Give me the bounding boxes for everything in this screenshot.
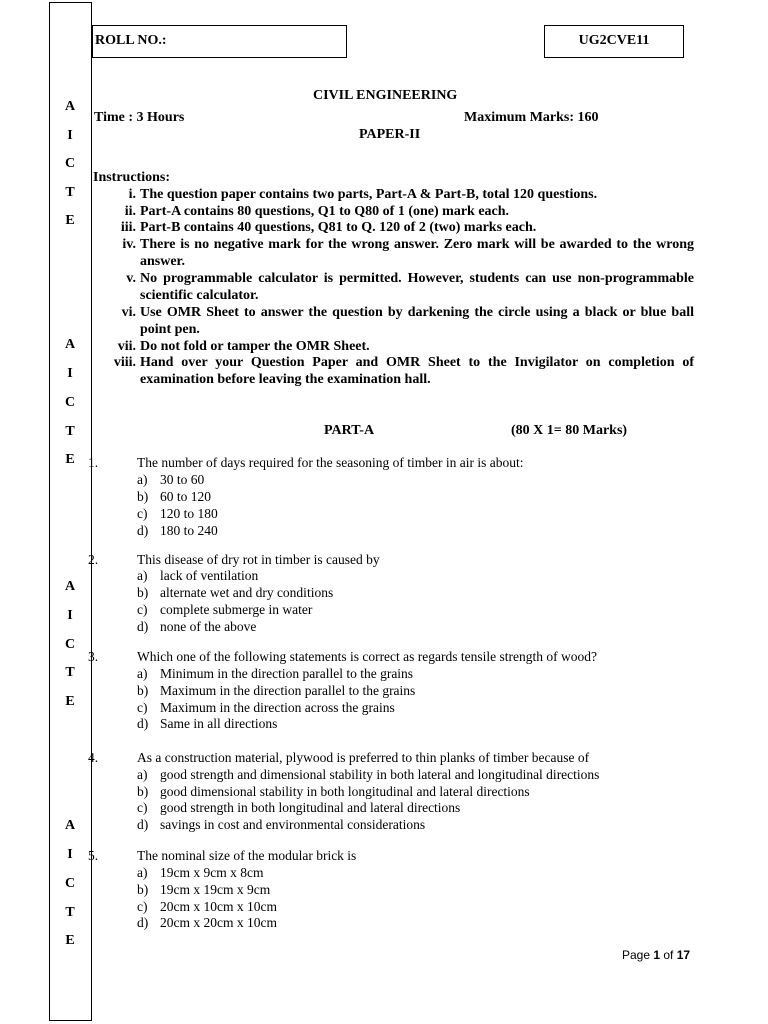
option-text: good strength in both longitudinal and lateral directions — [160, 800, 461, 815]
answer-option — [137, 882, 270, 899]
answer-option — [137, 767, 599, 784]
option-letter: a) — [137, 666, 148, 681]
instruction-text: Do not fold or tamper the OMR Sheet. — [140, 339, 370, 354]
roll-number-box — [92, 25, 347, 58]
option-text: good strength and dimensional stability in both lateral and longitudinal directions — [160, 767, 600, 782]
instruction-item — [92, 339, 694, 356]
question-text: As a construction material, plywood is preferred to thin planks of timber because of — [137, 750, 590, 765]
option-letter: d) — [137, 619, 149, 634]
option-text: Maximum in the direction parallel to the grains — [160, 683, 416, 698]
option-letter: a) — [137, 472, 148, 487]
option-text: none of the above — [160, 619, 257, 634]
answer-option — [137, 683, 415, 700]
answer-option — [137, 784, 530, 801]
maximum-marks: Maximum Marks: 160 — [464, 110, 599, 125]
question-text: The nominal size of the modular brick is — [137, 848, 357, 863]
instruction-number: ii. — [124, 204, 136, 219]
margin-letter: C — [64, 156, 76, 171]
option-text: 19cm x 19cm x 9cm — [160, 882, 271, 897]
question-text: Which one of the following statements is correct as regards tensile strength of wood? — [137, 649, 597, 664]
margin-letter: T — [65, 424, 75, 439]
option-letter: b) — [137, 585, 149, 600]
margin-letter: A — [64, 99, 76, 114]
answer-option — [137, 915, 277, 932]
question-number: 5. — [88, 848, 99, 863]
option-letter: d) — [137, 817, 149, 832]
option-letter: d) — [137, 523, 149, 538]
option-text: Same in all directions — [160, 716, 278, 731]
question-number: 2. — [88, 552, 99, 567]
option-text: lack of ventilation — [160, 568, 259, 583]
instruction-item — [92, 237, 694, 271]
instruction-text: No programmable calculator is permitted. However, students can use non-programmable scientific calculator. — [140, 271, 694, 303]
answer-option — [137, 472, 204, 489]
option-text: 20cm x 10cm x 10cm — [160, 899, 277, 914]
instruction-text: Part-B contains 40 questions, Q81 to Q. 120 of 2 (two) marks each. — [140, 220, 537, 235]
question-number: 4. — [88, 750, 99, 765]
option-letter: c) — [137, 899, 148, 914]
option-text: 20cm x 20cm x 10cm — [160, 915, 277, 930]
option-letter: b) — [137, 683, 149, 698]
answer-option — [137, 506, 218, 523]
option-text: 60 to 120 — [160, 489, 212, 504]
page-prefix: Page — [622, 948, 654, 962]
paper-code: UG2CVE11 — [578, 33, 650, 48]
part-title: PART-A — [324, 423, 375, 438]
answer-option — [137, 817, 425, 834]
answer-option — [137, 700, 395, 717]
instruction-text: There is no negative mark for the wrong answer. Zero mark will be awarded to the wrong answer. — [140, 237, 694, 269]
option-letter: a) — [137, 568, 148, 583]
paper-code-box — [544, 25, 684, 58]
option-letter: a) — [137, 767, 148, 782]
instruction-text: Hand over your Question Paper and OMR Sheet to the Invigilator on completion of examination before leaving the examination hall. — [140, 355, 694, 387]
margin-letter: C — [64, 637, 76, 652]
option-text: alternate wet and dry conditions — [160, 585, 334, 600]
margin-letter: A — [64, 579, 76, 594]
option-text: good dimensional stability in both longitudinal and lateral directions — [160, 784, 530, 799]
margin-letter: E — [65, 694, 75, 709]
instruction-item — [92, 220, 694, 237]
option-letter: c) — [137, 700, 148, 715]
option-letter: b) — [137, 489, 149, 504]
margin-letter: T — [65, 185, 75, 200]
margin-strip — [49, 2, 92, 1021]
instruction-text: Use OMR Sheet to answer the question by darkening the circle using a black or blue ball point pen. — [140, 305, 694, 337]
option-text: complete submerge in water — [160, 602, 313, 617]
option-letter: b) — [137, 882, 149, 897]
subject-title: CIVIL ENGINEERING — [313, 88, 458, 103]
exam-duration: Time : 3 Hours — [94, 110, 185, 125]
margin-letter: C — [64, 395, 76, 410]
answer-option — [137, 899, 277, 916]
margin-letter: C — [64, 876, 76, 891]
page-number — [622, 948, 690, 962]
instruction-number: iv. — [122, 237, 136, 252]
instruction-number: viii. — [113, 355, 136, 370]
option-letter: a) — [137, 865, 148, 880]
instruction-number: i. — [128, 187, 136, 202]
roll-number-label: ROLL NO.: — [95, 33, 167, 48]
margin-letter: E — [65, 213, 75, 228]
option-text: savings in cost and environmental considerations — [160, 817, 426, 832]
instruction-number: iii. — [120, 220, 136, 235]
instruction-item — [92, 187, 694, 204]
margin-letter: E — [65, 933, 75, 948]
instruction-item — [92, 271, 694, 305]
answer-option — [137, 585, 333, 602]
margin-letter: I — [67, 847, 73, 862]
instruction-item — [92, 355, 694, 389]
page-of: of — [660, 948, 677, 962]
answer-option — [137, 523, 218, 540]
question-number: 3. — [88, 649, 99, 664]
margin-letter: T — [65, 665, 75, 680]
page-current: 1 — [653, 948, 661, 962]
instruction-text: Part-A contains 80 questions, Q1 to Q80 of 1 (one) mark each. — [140, 204, 510, 219]
instructions-heading: Instructions: — [93, 170, 171, 185]
option-text: Minimum in the direction parallel to the grains — [160, 666, 414, 681]
instruction-number: vi. — [121, 305, 136, 320]
option-letter: c) — [137, 506, 148, 521]
margin-letter: I — [67, 608, 73, 623]
instruction-item — [92, 305, 694, 339]
instruction-item — [92, 204, 694, 221]
page-total: 17 — [676, 948, 691, 962]
paper-title: PAPER-II — [359, 127, 421, 142]
option-text: 120 to 180 — [160, 506, 218, 521]
margin-letter: I — [67, 366, 73, 381]
option-letter: d) — [137, 915, 149, 930]
option-text: 19cm x 9cm x 8cm — [160, 865, 264, 880]
answer-option — [137, 602, 312, 619]
question-number: 1. — [88, 455, 99, 470]
margin-letter: I — [67, 128, 73, 143]
instruction-number: vii. — [117, 339, 136, 354]
answer-option — [137, 666, 413, 683]
answer-option — [137, 865, 263, 882]
margin-letter: E — [65, 452, 75, 467]
answer-option — [137, 568, 258, 585]
part-marks: (80 X 1= 80 Marks) — [511, 423, 628, 438]
margin-letter: A — [64, 818, 76, 833]
question-text: This disease of dry rot in timber is caused by — [137, 552, 380, 567]
margin-letter: A — [64, 337, 76, 352]
question-text: The number of days required for the seasoning of timber in air is about: — [137, 455, 524, 470]
answer-option — [137, 619, 256, 636]
option-text: Maximum in the direction across the grains — [160, 700, 395, 715]
option-text: 180 to 240 — [160, 523, 218, 538]
instruction-text: The question paper contains two parts, Part-A & Part-B, total 120 questions. — [140, 187, 598, 202]
margin-letter: T — [65, 905, 75, 920]
option-letter: c) — [137, 800, 148, 815]
option-letter: d) — [137, 716, 149, 731]
answer-option — [137, 800, 460, 817]
option-letter: c) — [137, 602, 148, 617]
instruction-number: v. — [126, 271, 136, 286]
option-text: 30 to 60 — [160, 472, 205, 487]
answer-option — [137, 716, 277, 733]
option-letter: b) — [137, 784, 149, 799]
answer-option — [137, 489, 211, 506]
